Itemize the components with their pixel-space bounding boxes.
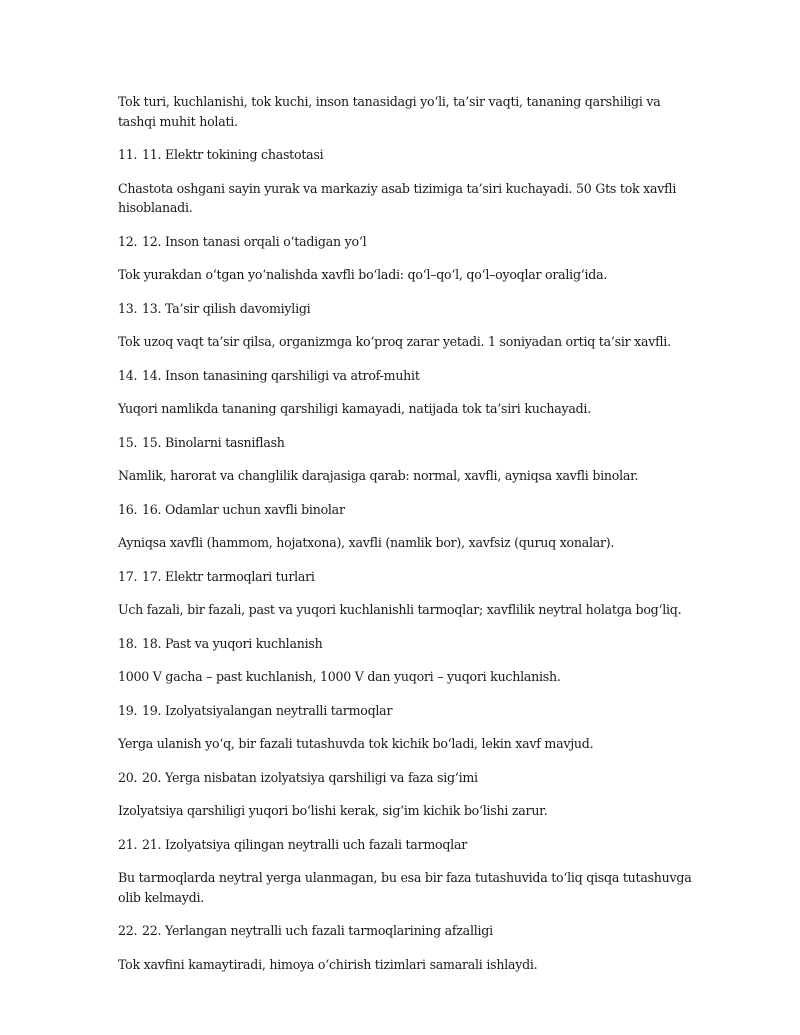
item-title: 19. Izolyatsiyalangan neytralli tarmoqlar <box>142 702 393 718</box>
item-12 <box>118 232 698 285</box>
item-number: 15. <box>118 434 138 450</box>
item-title: 12. Inson tanasi orqali o‘tadigan yo‘l <box>142 233 367 249</box>
item-18 <box>118 634 698 687</box>
item-title: 11. Elektr tokining chastotasi <box>142 147 324 162</box>
item-number: 12. <box>118 233 138 249</box>
item-heading <box>118 835 698 855</box>
item-body: Tok uzoq vaqt ta’sir qilsa, organizmga ko‘proq zarar yetadi. 1 soniyadan ortiq ta’sir xavfli. <box>118 334 671 349</box>
item-21 <box>118 835 698 908</box>
item-title: 15. Binolarni tasniflash <box>142 434 285 450</box>
item-number: 13. <box>118 300 138 316</box>
item-heading <box>118 500 698 520</box>
item-heading <box>118 701 698 721</box>
item-16 <box>118 500 698 553</box>
item-number: 20. <box>118 769 138 785</box>
item-11 <box>118 145 698 218</box>
item-heading <box>118 768 698 788</box>
item-heading <box>118 145 698 165</box>
item-20 <box>118 768 698 821</box>
item-number: 18. <box>118 635 138 651</box>
item-title: 20. Yerga nisbatan izolyatsiya qarshiligi va faza sig‘imi <box>142 769 478 785</box>
item-number: 11. <box>118 147 138 162</box>
item-title: 17. Elektr tarmoqlari turlari <box>142 568 315 584</box>
item-number: 14. <box>118 367 138 383</box>
item-heading <box>118 921 698 941</box>
item-title: 16. Odamlar uchun xavfli binolar <box>142 501 345 517</box>
item-body: Bu tarmoqlarda neytral yerga ulanmagan, bu esa bir faza tutashuvida to‘liq qisqa tutashuvga olib kelmaydi. <box>118 870 692 905</box>
item-15 <box>118 433 698 486</box>
item-body: 1000 V gacha – past kuchlanish, 1000 V dan yuqori – yuqori kuchlanish. <box>118 669 561 684</box>
item-body: Tok xavfini kamaytiradi, himoya o‘chirish tizimlari samarali ishlaydi. <box>118 956 538 972</box>
document-page <box>118 92 698 988</box>
item-body: Yerga ulanish yo‘q, bir fazali tutashuvda tok kichik bo‘ladi, lekin xavf mavjud. <box>118 736 594 751</box>
item-17 <box>118 567 698 620</box>
item-number: 21. <box>118 836 138 852</box>
item-body: Chastota oshgani sayin yurak va markaziy asab tizimiga ta’siri kuchayadi. 50 Gts tok xavfli hisoblanadi. <box>118 180 677 215</box>
item-body: Uch fazali, bir fazali, past va yuqori kuchlanishli tarmoqlar; xavflilik neytral holatga bog‘liq. <box>118 602 682 617</box>
item-title: 13. Ta’sir qilish davomiyligi <box>142 300 311 316</box>
item-body: Ayniqsa xavfli (hammom, hojatxona), xavfli (namlik bor), xavfsiz (quruq xonalar). <box>118 535 615 550</box>
intro-paragraph: Tok turi, kuchlanishi, tok kuchi, inson tanasidagi yo‘li, ta’sir vaqti, tananing qarshiligi va tashqi muhit holati. <box>118 94 661 129</box>
item-body: Namlik, harorat va changlilik darajasiga qarab: normal, xavfli, ayniqsa xavfli binolar. <box>118 468 639 483</box>
item-title: 22. Yerlangan neytralli uch fazali tarmoqlarining afzalligi <box>142 923 493 938</box>
item-number: 19. <box>118 702 138 718</box>
item-heading <box>118 567 698 587</box>
item-19 <box>118 701 698 754</box>
item-number: 17. <box>118 568 138 584</box>
item-heading <box>118 433 698 453</box>
item-22 <box>118 921 698 974</box>
item-body: Tok yurakdan o‘tgan yo‘nalishda xavfli bo‘ladi: qo‘l–qo‘l, qo‘l–oyoqlar oralig‘ida. <box>118 267 608 282</box>
item-title: 14. Inson tanasining qarshiligi va atrof-muhit <box>142 367 420 383</box>
item-heading <box>118 634 698 654</box>
item-heading <box>118 366 698 386</box>
item-body: Yuqori namlikda tananing qarshiligi kamayadi, natijada tok ta’siri kuchayadi. <box>118 401 591 416</box>
item-title: 18. Past va yuqori kuchlanish <box>142 635 323 651</box>
item-title: 21. Izolyatsiya qilingan neytralli uch fazali tarmoqlar <box>142 836 467 852</box>
item-number: 22. <box>118 923 138 938</box>
item-heading <box>118 299 698 319</box>
item-heading <box>118 232 698 252</box>
item-number: 16. <box>118 501 138 517</box>
item-13 <box>118 299 698 352</box>
item-14 <box>118 366 698 419</box>
item-body: Izolyatsiya qarshiligi yuqori bo‘lishi kerak, sig‘im kichik bo‘lishi zarur. <box>118 803 548 818</box>
